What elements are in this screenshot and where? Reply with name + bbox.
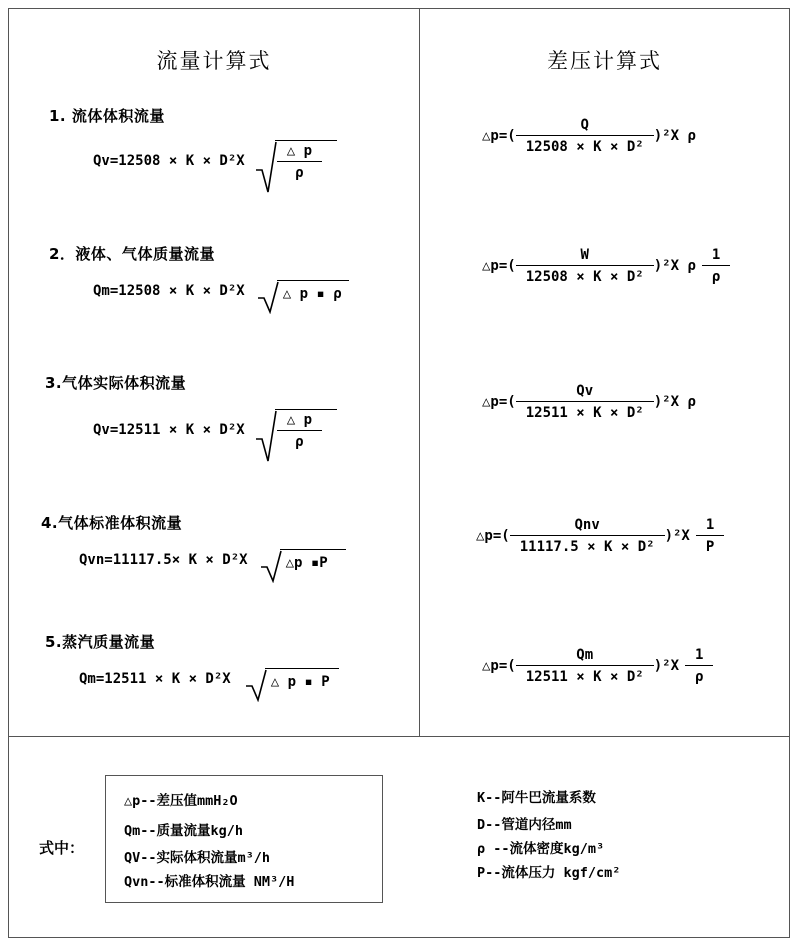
formula-item-4 bbox=[9, 512, 419, 571]
dp-formula-5-fraction bbox=[516, 647, 654, 685]
dp-formula-1-numerator: Q bbox=[516, 117, 654, 136]
radical-hook-icon bbox=[255, 140, 277, 181]
dp-formula-2-numerator: W bbox=[516, 247, 654, 266]
formula-item-3-fraction bbox=[277, 412, 322, 450]
formula-item-3-denominator: ρ bbox=[295, 434, 304, 450]
formula-item-1-fraction bbox=[277, 143, 322, 181]
formula-item-1-numerator: △ p bbox=[277, 143, 322, 162]
dp-formula-2-fraction bbox=[516, 247, 654, 285]
dp-formula-4-prefix: △p=( bbox=[476, 528, 510, 544]
formula-item-5-inner: △ p ▪ P bbox=[270, 674, 330, 690]
radical-bar bbox=[277, 280, 349, 281]
dp-formula-4-tail-numerator: 1 bbox=[696, 517, 724, 536]
formula-item-5-equation bbox=[79, 668, 419, 690]
formula-item-4-inner: △p ▪P bbox=[285, 555, 328, 571]
legend-item: ρ --流体密度kg/m³ bbox=[477, 841, 605, 857]
formula-item-3-equation bbox=[93, 409, 419, 450]
radical-hook-icon bbox=[260, 549, 282, 571]
formula-item-5-label: 5.蒸汽质量流量 bbox=[45, 633, 156, 651]
formula-item-4-radical bbox=[260, 549, 332, 571]
formula-item-2-equation bbox=[93, 280, 419, 302]
dp-formula-1-prefix: △p=( bbox=[482, 128, 516, 144]
right-column bbox=[420, 9, 789, 736]
dp-formula-3-denominator: 12511 × K × D² bbox=[525, 405, 644, 421]
dp-formula-1 bbox=[482, 117, 789, 155]
dp-formula-4-fraction bbox=[510, 517, 665, 555]
legend-section bbox=[9, 737, 789, 937]
dp-formula-5 bbox=[482, 647, 789, 685]
dp-formula-3-numerator: Qv bbox=[516, 383, 654, 402]
formula-item-4-label: 4.气体标准体积流量 bbox=[41, 514, 183, 532]
formula-item-2-lhs: Qm=12508 × K × D²X bbox=[93, 283, 245, 299]
dp-formula-3-prefix: △p=( bbox=[482, 394, 516, 410]
formula-item-5 bbox=[9, 631, 419, 690]
formula-table bbox=[8, 8, 790, 938]
dp-formula-4-denominator: 11117.5 × K × D² bbox=[519, 539, 655, 555]
legend-item: Qm--质量流量kg/h bbox=[124, 823, 244, 839]
legend-item: K--阿牛巴流量系数 bbox=[477, 790, 596, 806]
formula-item-2-label: 2．液体、气体质量流量 bbox=[49, 245, 215, 263]
right-column-title: 差压计算式 bbox=[547, 49, 662, 73]
formula-item-2-inner: △ p ▪ ρ bbox=[282, 286, 342, 302]
legend-item: QV--实际体积流量m³/h bbox=[124, 850, 271, 866]
dp-formula-2-tail-fraction bbox=[702, 247, 730, 285]
radical-bar bbox=[265, 668, 339, 669]
formula-item-3-numerator: △ p bbox=[277, 412, 322, 431]
radical-bar bbox=[280, 549, 346, 550]
left-column-title: 流量计算式 bbox=[156, 49, 272, 73]
legend-item: △p--差压值mmH₂O bbox=[124, 793, 238, 809]
formula-item-3-label: 3.气体实际体积流量 bbox=[45, 374, 187, 392]
formula-item-1-denominator: ρ bbox=[295, 165, 304, 181]
dp-formula-2-tail-numerator: 1 bbox=[702, 247, 730, 266]
radical-bar bbox=[275, 140, 337, 141]
dp-formula-5-suffix: )²X bbox=[653, 658, 680, 674]
legend-box bbox=[105, 775, 383, 903]
dp-formula-1-fraction bbox=[516, 117, 654, 155]
legend-item: D--管道内径mm bbox=[477, 817, 572, 833]
formula-item-1 bbox=[9, 105, 419, 181]
radical-hook-icon bbox=[255, 409, 277, 450]
legend-item: Qvn--标准体积流量 NM³/H bbox=[124, 874, 295, 890]
left-column bbox=[9, 9, 420, 736]
dp-formula-4-suffix: )²X bbox=[664, 528, 690, 544]
formula-item-1-equation bbox=[93, 140, 419, 181]
dp-formula-4 bbox=[476, 517, 789, 555]
dp-formula-2 bbox=[482, 247, 789, 285]
formula-item-3 bbox=[9, 372, 419, 450]
radical-hook-icon bbox=[245, 668, 267, 690]
formula-item-5-radical bbox=[245, 668, 334, 690]
formula-item-1-label: 1. 流体体积流量 bbox=[49, 107, 165, 125]
dp-formula-4-tail-denominator: P bbox=[705, 539, 715, 555]
formula-item-1-radical bbox=[255, 140, 322, 181]
dp-formula-5-denominator: 12511 × K × D² bbox=[525, 669, 644, 685]
formula-item-4-equation bbox=[79, 549, 419, 571]
formula-item-4-lhs: Qvn=11117.5× K × D²X bbox=[79, 552, 248, 568]
formula-item-3-radical bbox=[255, 409, 322, 450]
dp-formula-5-tail-numerator: 1 bbox=[685, 647, 713, 666]
dp-formula-5-tail-denominator: ρ bbox=[695, 669, 704, 685]
legend-right-list bbox=[477, 783, 620, 885]
radical-hook-icon bbox=[257, 280, 279, 302]
dp-formula-5-tail-fraction bbox=[685, 647, 713, 685]
dp-formula-4-tail-fraction bbox=[696, 517, 724, 555]
radical-bar bbox=[275, 409, 337, 410]
formula-item-3-lhs: Qv=12511 × K × D²X bbox=[93, 421, 245, 438]
legend-prefix-label: 式中： bbox=[39, 839, 85, 857]
dp-formula-2-tail-denominator: ρ bbox=[711, 269, 721, 285]
formula-item-2 bbox=[9, 243, 419, 302]
dp-formula-2-denominator: 12508 × K × D² bbox=[525, 269, 644, 285]
formula-item-2-radical bbox=[257, 280, 346, 302]
dp-formula-3-suffix: )²X ρ bbox=[653, 394, 696, 410]
dp-formula-3-fraction bbox=[516, 383, 654, 421]
formula-top-section bbox=[9, 9, 789, 737]
formula-item-1-lhs: Qv=12508 × K × D²X bbox=[93, 152, 245, 169]
dp-formula-5-prefix: △p=( bbox=[482, 658, 516, 674]
legend-item: P--流体压力 kgf/cm² bbox=[477, 865, 621, 881]
dp-formula-5-numerator: Qm bbox=[516, 647, 654, 666]
dp-formula-1-suffix: )²X ρ bbox=[653, 128, 696, 144]
legend-left-list bbox=[124, 786, 294, 894]
dp-formula-1-denominator: 12508 × K × D² bbox=[525, 139, 644, 155]
dp-formula-2-prefix: △p=( bbox=[482, 258, 516, 274]
dp-formula-2-suffix: )²X ρ bbox=[653, 258, 696, 274]
formula-item-5-lhs: Qm=12511 × K × D²X bbox=[79, 671, 231, 687]
dp-formula-4-numerator: Qnv bbox=[510, 517, 665, 536]
dp-formula-3 bbox=[482, 383, 789, 421]
